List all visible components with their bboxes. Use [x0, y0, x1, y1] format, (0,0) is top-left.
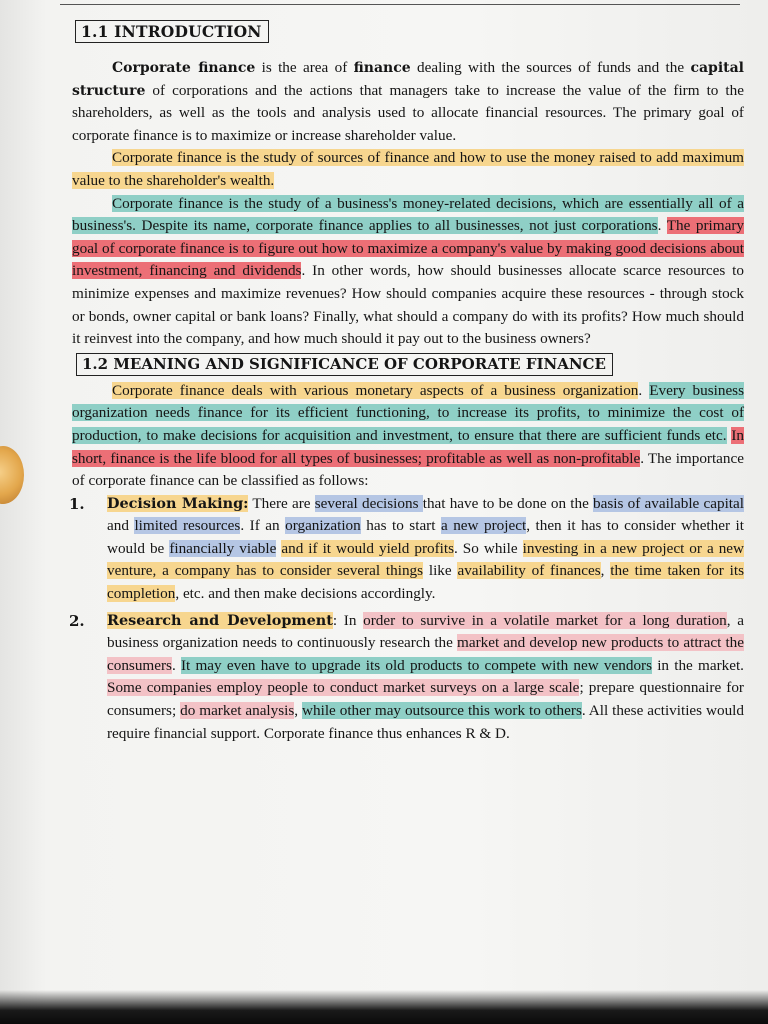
highlight-teal: Every business organization needs finance for its efficient functioning, to increase its profits, to minimize the cost of production, to make decisions for acquisition and investment, to ensure that there are sufficient funds etc.: [72, 381, 745, 444]
text: like: [423, 562, 458, 580]
text: . So while: [454, 539, 523, 557]
page-content: [69, 18, 745, 745]
highlight-blue: organization: [285, 517, 361, 535]
text: ,: [600, 562, 611, 580]
text: There are: [248, 494, 315, 512]
highlight-yellow: availability of finances: [457, 562, 601, 580]
text: .: [171, 656, 181, 674]
study-paragraph: [72, 193, 744, 351]
highlight-yellow: investing in a new project or a new venture, a company has to consider several things: [107, 539, 744, 580]
item-title: Decision Making:: [107, 494, 249, 512]
meaning-paragraph: [72, 380, 744, 493]
highlight-blue: financially viable: [169, 539, 277, 557]
list-number: 1.: [69, 494, 85, 513]
text: . All these activities would require financial support. Corporate finance thus enhances R & D.: [107, 702, 744, 742]
text: ,: [294, 702, 303, 720]
section-heading-meaning: 1.2 MEANING AND SIGNIFICANCE OF CORPORATE FINANCE: [76, 353, 613, 376]
text: : In: [332, 611, 364, 629]
text: in the market.: [652, 656, 744, 674]
text: , then it has to consider whether it would be: [107, 517, 744, 557]
highlight-yellow: and if it would yield profits: [281, 539, 455, 557]
highlight-blue: limited resources: [134, 517, 241, 535]
text: of corporations and the actions that managers take to increase the value of the firm to the shareholders, as well as the tools and analysis used to allocate financial resources. The primary goal of corporate finance is to maximize or increase shareholder value.: [72, 81, 744, 144]
bold-term: capital structure: [72, 60, 744, 99]
highlight-yellow: the time taken for its completion: [107, 562, 745, 603]
text: has to start: [360, 517, 441, 535]
bold-term: finance: [353, 60, 411, 76]
highlight-pink: Some companies employ people to conduct market surveys on a large scale: [107, 679, 580, 697]
list-item-decision-making: [69, 493, 745, 606]
text: . If an: [240, 517, 286, 535]
text: that have to be done on the: [422, 494, 594, 512]
bold-term: Corporate finance: [112, 60, 256, 76]
page-edge-shadow: [0, 990, 768, 1024]
text: .: [657, 217, 667, 235]
top-rule: [60, 4, 740, 5]
highlight-teal: while other may outsource this work to others: [302, 702, 582, 720]
text: ; prepare questionnaire for consumers;: [107, 679, 744, 720]
highlight-pink: market and develop new products to attract the consumers: [107, 634, 744, 674]
item-title: Research and Development: [107, 611, 333, 629]
highlight-pink: order to survive in a volatile market for a long duration: [363, 611, 727, 629]
text: dealing with the sources of funds and the: [410, 59, 691, 76]
section-heading-introduction: 1.1 INTRODUCTION: [75, 20, 269, 43]
text: and: [107, 517, 135, 535]
text: . In other words, how should businesses allocate scarce resources to minimize expenses and maximize revenues? How should companies acquire these resources - through stock or bonds, owner capital or bank loans? Finally, what should a company do with its profits? How much should it reinvest into the company, and how much should it pay out to the business owners?: [72, 262, 744, 348]
text: is the area of: [255, 59, 354, 76]
highlight-yellow: Corporate finance is the study of sources of finance and how to use the money raised to add maximum value to the shareholder's wealth.: [72, 149, 744, 189]
thumb: [0, 446, 24, 504]
intro-paragraph: [72, 57, 744, 147]
definition-paragraph: [72, 147, 744, 192]
highlight-blue: basis of available capital: [593, 494, 744, 512]
highlight-yellow: Corporate finance deals with various monetary aspects of a business organization: [112, 381, 639, 399]
highlight-red: The primary goal of corporate finance is to figure out how to maximize a company's value by making good decisions about investment, financing and dividends: [72, 217, 744, 280]
highlight-teal: It may even have to upgrade its old products to compete with new vendors: [180, 656, 652, 674]
list-number: 2.: [69, 611, 85, 630]
text: .: [638, 381, 650, 399]
importance-list: [69, 493, 745, 746]
text: , etc. and then make decisions accordingly.: [175, 585, 436, 603]
highlight-teal: Corporate finance is the study of a business's money-related decisions, which are essentially all of a business's. Despite its name, corporate finance applies to all businesses, not just corporations: [72, 194, 744, 235]
highlight-blue: a new project: [440, 517, 527, 535]
highlight-blue: several decisions: [314, 494, 423, 512]
text: . The importance of corporate finance can be classified as follows:: [72, 449, 745, 490]
text: , a business organization needs to continuously research the: [107, 611, 744, 652]
highlight-pink: do market analysis: [180, 702, 295, 720]
highlight-red: In short, finance is the life blood for all types of businesses; profitable as well as non-profitable: [72, 426, 745, 467]
list-item-research-development: [69, 610, 744, 746]
